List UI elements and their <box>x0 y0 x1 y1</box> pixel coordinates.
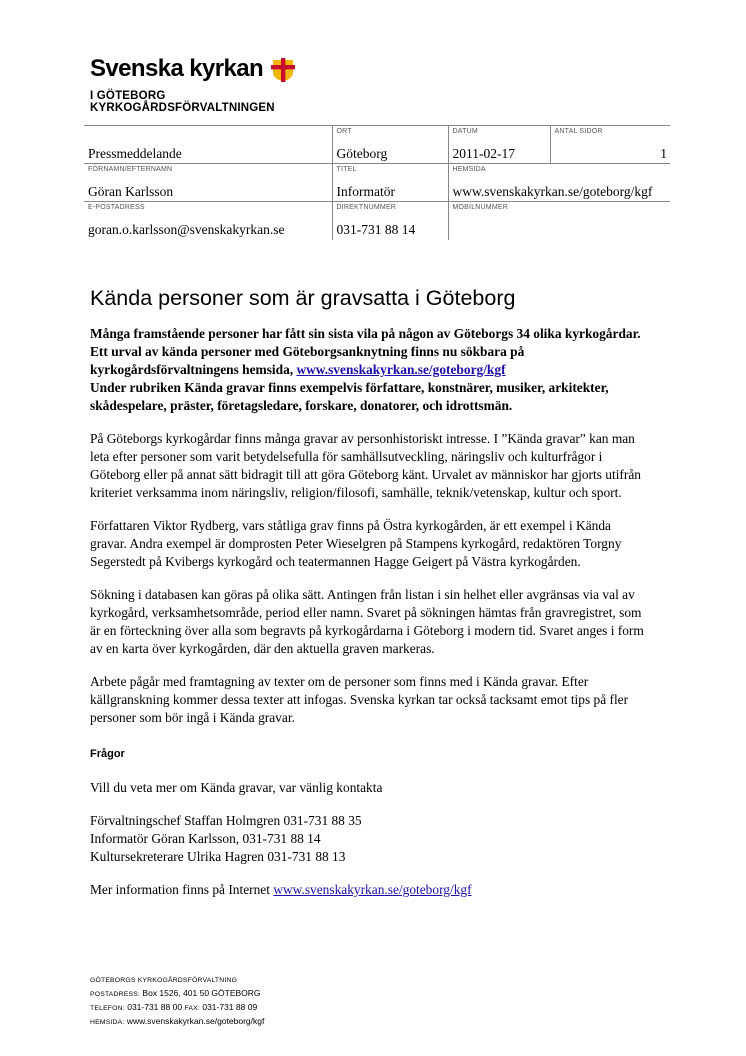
logo-subtitle-org: KYRKOGÅRDSFÖRVALTNINGEN <box>90 102 275 114</box>
footer-postadress-value: Box 1526, 401 50 GÖTEBORG <box>142 988 261 998</box>
lead-paragraph <box>90 325 650 415</box>
header-row-1 <box>84 126 670 164</box>
contact-list <box>90 812 650 866</box>
footer-org: GÖTEBORGS KYRKOGÅRDSFÖRVALTNING <box>90 977 238 984</box>
hemsida-value: www.svenskakyrkan.se/goteborg/kgf <box>452 184 653 199</box>
logo-subtitle-city: I GÖTEBORG <box>90 90 166 102</box>
namn-cell <box>84 164 332 202</box>
direkt-value: 031-731 88 14 <box>336 222 416 237</box>
footer-hemsida-value: www.svenskakyrkan.se/goteborg/kgf <box>126 1016 265 1026</box>
ort-value: Göteborg <box>336 146 388 161</box>
contact-item: Kultursekreterare Ulrika Hagren 031-731 88 13 <box>90 849 346 864</box>
body-paragraph: På Göteborgs kyrkogårdar finns många gravar av personhistoriskt intresse. I ”Kända gravar” kan man leta efter personer som varit betydelsefulla för samhällsutveckling, näringsliv och kulturfrågor i Göteborg eller på annat sätt bidragit till att göra Göteborg känt. Urvalet av människor har gjorts utifrån kriteriet verksamma inom näringsliv, religion/filosofi, samhälle, teknik/vetenskap, kultur och sport. <box>90 431 641 500</box>
footer-fax-value: 031-731 88 09 <box>202 1002 258 1012</box>
epost-label: E-POSTADRESS <box>88 204 145 211</box>
more-info <box>90 881 650 899</box>
ort-cell <box>332 126 448 164</box>
footer-hemsida-label: HEMSIDA: <box>90 1019 125 1026</box>
titel-cell <box>332 164 448 202</box>
footer-hemsida <box>90 1015 264 1029</box>
fragor-heading: Frågor <box>90 748 125 760</box>
press-release-body <box>90 325 650 914</box>
header-row-3 <box>84 202 670 240</box>
header-table <box>84 125 670 240</box>
lead-link[interactable]: www.svenskakyrkan.se/goteborg/kgf <box>296 362 506 377</box>
doc-type-cell <box>84 126 332 164</box>
ort-label: ORT <box>336 128 352 135</box>
logo-top-row <box>90 56 295 87</box>
footer <box>90 975 264 1029</box>
direkt-cell <box>332 202 448 240</box>
page-title: Kända personer som är gravsatta i Göteborg <box>90 286 516 310</box>
body-paragraph: Arbete pågår med framtagning av texter om de personer som finns med i Kända gravar. Efter källgranskning kommer dessa texter att infogas. Svenska kyrkan tar också tacksamt emot tips på fler personer som bör ingå i Kända gravar. <box>90 674 629 725</box>
datum-cell <box>448 126 550 164</box>
fragor-intro: Vill du veta mer om Kända gravar, var vänlig kontakta <box>90 780 383 795</box>
more-info-text: Mer information finns på Internet <box>90 882 274 897</box>
namn-value: Göran Karlsson <box>88 184 174 199</box>
logo <box>90 56 295 114</box>
footer-telefon-label: TELEFON: <box>90 1005 125 1012</box>
mobil-label: MOBILNUMMER <box>452 204 508 211</box>
footer-postadress <box>90 987 264 1001</box>
footer-telefon <box>90 1001 264 1015</box>
footer-postadress-label: POSTADRESS: <box>90 991 141 998</box>
header-row-2 <box>84 164 670 202</box>
logo-name: Svenska kyrkan <box>90 55 264 82</box>
sidor-value: 1 <box>660 146 667 161</box>
doc-type: Pressmeddelande <box>88 146 182 161</box>
contact-item: Informatör Göran Karlsson, 031-731 88 14 <box>90 831 321 846</box>
footer-telefon-value: 031-731 88 00 <box>127 1002 183 1012</box>
hemsida-cell <box>448 164 670 202</box>
mobil-cell <box>448 202 670 240</box>
epost-cell <box>84 202 332 240</box>
epost-value: goran.o.karlsson@svenskakyrkan.se <box>88 222 285 237</box>
sidor-cell <box>550 126 670 164</box>
titel-label: TITEL <box>336 166 357 173</box>
titel-value: Informatör <box>336 184 395 199</box>
sidor-label: ANTAL SIDOR <box>554 128 603 135</box>
lead-text-2: Under rubriken Kända gravar finns exempelvis författare, konstnärer, musiker, arkitekter, skådespelare, präster, företagsledare, forskare, donatorer, och idrottsmän. <box>90 380 609 413</box>
church-cross-icon <box>271 58 295 87</box>
hemsida-label: HEMSIDA <box>452 166 486 173</box>
body-paragraph: Sökning i databasen kan göras på olika sätt. Antingen från listan i sin helhet eller avgränsas via val av kyrkogård, verksamhetsområde, period eller namn. Svaret på sökningen hämtas från gravregistret, som är en förteckning över alla som begravts på kyrkogårdarna i Göteborg i modern tid. Svaret anges i form av en karta över kyrkogården, där den aktuella graven markeras. <box>90 587 644 656</box>
more-info-link[interactable]: www.svenskakyrkan.se/goteborg/kgf <box>273 882 472 897</box>
contact-item: Förvaltningschef Staffan Holmgren 031-731 88 35 <box>90 813 362 828</box>
body-paragraph: Författaren Viktor Rydberg, vars ståtliga grav finns på Östra kyrkogården, är ett exempel i Kända gravar. Andra exempel är domprosten Peter Wieselgren på Stampens kyrkogård, redaktören Torgny Segerstedt på Kvibergs kyrkogård och teatermannen Hagge Geigert på Västra kyrkogården. <box>90 518 622 569</box>
footer-fax-label: FAX: <box>184 1005 200 1012</box>
direkt-label: DIREKTNUMMER <box>336 204 397 211</box>
datum-label: DATUM <box>452 128 478 135</box>
namn-label: FÖRNAMN/EFTERNAMN <box>88 166 173 173</box>
lead-text: Många framstående personer har fått sin sista vila på någon av Göteborgs 34 olika kyrkogårdar. Ett urval av kända personer med Göteborgsanknytning finns nu sökbara på kyrkogårdsförvaltningens hemsida, <box>90 326 641 377</box>
datum-value: 2011-02-17 <box>452 146 515 161</box>
